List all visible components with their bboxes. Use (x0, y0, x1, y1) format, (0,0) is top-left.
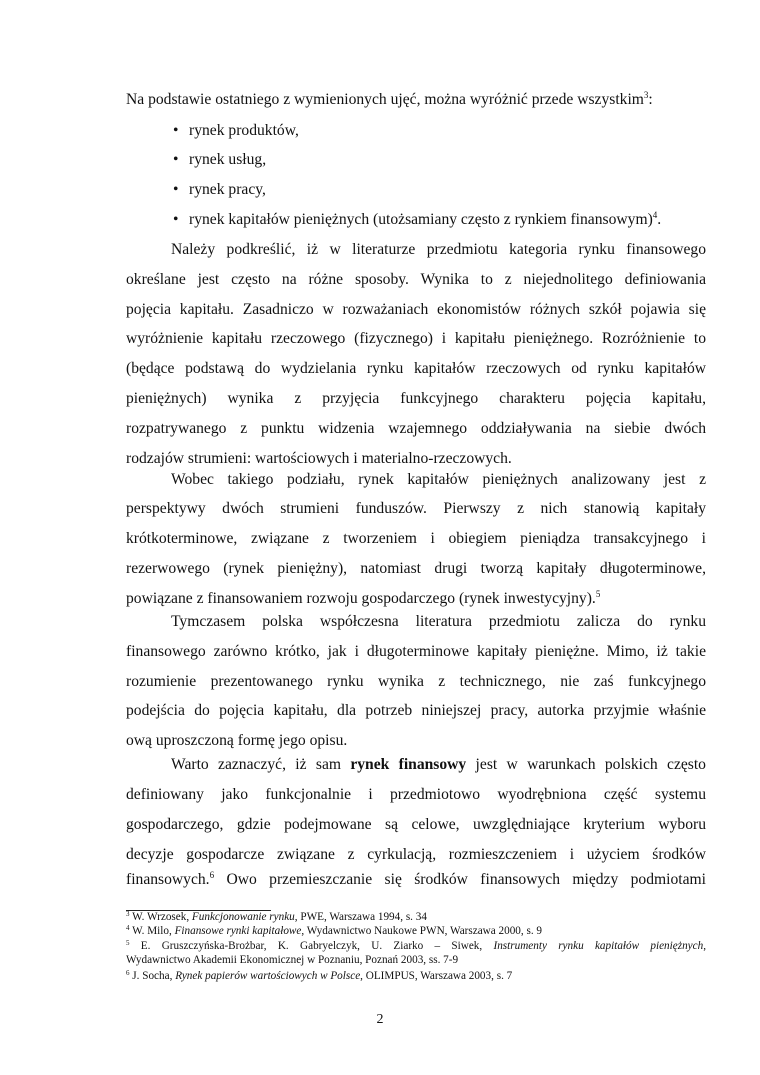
footnote-ref-5: 5 (595, 589, 601, 599)
paragraph-line: wyróżnienie kapitału rzeczowego (fizycznego) i kapitału pieniężnego. Rozróżnienie to (126, 330, 706, 347)
footnote: $^5$ E. Gruszczyńska-Brożbar, K. Gabryelczyk, U. Ziarko – Siwek, Instrumenty rynku kapitałów pieniężnych, (126, 939, 706, 952)
list-item: • rynek produktów, (173, 122, 299, 139)
paragraph-line: pojęcia kapitału. Zasadniczo w rozważaniach ekonomistów różnych szkół pojawia się (126, 301, 706, 318)
paragraph-line: powiązane z finansowaniem rozwoju gospodarczego (rynek inwestycyjny).$^5$ (126, 589, 601, 607)
paragraph-line: rezerwowego (rynek pieniężny), natomiast drugi tworzą kapitały długoterminowe, (126, 560, 706, 577)
bullet-icon: • (173, 181, 179, 198)
paragraph-line: gospodarczego, gdzie podejmowane są celowe, uwzględniające kryterium wyboru (126, 816, 706, 833)
page-number: 2 (376, 1012, 384, 1027)
list-item: • rynek pracy, (173, 181, 266, 198)
paragraph-line: decyzje gospodarcze związane z cyrkulacją, rozmieszczeniem i użyciem środków (126, 846, 706, 863)
paragraph-line: finansowego zarówno krótko, jak i długoterminowe kapitały pieniężne. Mimo, iż takie (126, 643, 706, 660)
paragraph-line: Tymczasem polska współczesna literatura przedmiotu zalicza do rynku (171, 613, 706, 630)
bold-term: rynek finansowy (350, 756, 467, 773)
paragraph-line: (będące podstawą do wydzielania rynku kapitałów rzeczowych od rynku kapitałów (126, 360, 706, 377)
footnote: $^3$ W. Wrzosek, Funkcjonowanie rynku, PWE, Warszawa 1994, s. 34 (126, 910, 427, 923)
footnote-continuation: Wydawnictwo Akademii Ekonomicznej w Poznaniu, Poznań 2003, ss. 7-9 (126, 954, 459, 966)
list-item: • rynek usług, (173, 151, 267, 168)
footnote: $^4$ W. Milo, Finansowe rynki kapitałowe, Wydawnictwo Naukowe PWN, Warszawa 2000, s. 9 (126, 924, 543, 937)
bullet-icon: • (173, 211, 179, 228)
footnote-ref-3: 3 (643, 90, 649, 100)
bullet-icon: • (173, 122, 179, 139)
paragraph-line: definiowany jako funkcjonalnie i przedmiotowo wyodrębniona część systemu (126, 786, 706, 803)
paragraph-line: ową uproszczoną formę jego opisu. (126, 732, 348, 749)
paragraph-line: określane jest często na różne sposoby. Wynika to z niejednolitego definiowania (126, 271, 706, 288)
footnote-ref-6: 6 (209, 870, 215, 880)
paragraph-line: pieniężnych) wynika z przyjęcia funkcyjnego charakteru pojęcia kapitału, (126, 390, 706, 407)
bullet-icon: • (173, 151, 179, 168)
footnote-ref-4: 4 (652, 210, 658, 220)
paragraph-line: rodzajów strumieni: wartościowych i materialno-rzeczowych. (126, 450, 512, 467)
intro-line: Na podstawie ostatniego z wymienionych ujęć, można wyróżnić przede wszystkim$^3$: (126, 90, 653, 108)
paragraph-line: Warto zaznaczyć, iż sam rynek finansowy jest w warunkach polskich często (171, 756, 706, 773)
paragraph-line: rozpatrywanego z punktu widzenia wzajemnego oddziaływania na siebie dwóch (126, 420, 706, 437)
paragraph-line: perspektywy dwóch strumieni funduszów. Pierwszy z nich stanowią kapitały (126, 500, 706, 517)
footnote: $^6$ J. Socha, Rynek papierów wartościowych w Polsce, OLIMPUS, Warszawa 2003, s. 7 (126, 969, 513, 982)
paragraph-line: finansowych.$^6$ Owo przemieszczanie się środków finansowych między podmiotami (126, 870, 706, 888)
paragraph-line: Należy podkreślić, iż w literaturze przedmiotu kategoria rynku finansowego (171, 241, 706, 258)
paragraph-line: podejścia do pojęcia kapitału, dla potrzeb niniejszej pracy, autorka przyjmie właśnie (126, 702, 706, 719)
list-item: • rynek kapitałów pieniężnych (utożsamiany często z rynkiem finansowym)$^4$. (173, 210, 662, 228)
paragraph-line: rozumienie prezentowanego rynku wynika z technicznego, nie zaś funkcyjnego (126, 673, 706, 690)
paragraph-line: krótkoterminowe, związane z tworzeniem i obiegiem pieniądza transakcyjnego i (126, 530, 706, 547)
paragraph-line: Wobec takiego podziału, rynek kapitałów pieniężnych analizowany jest z (171, 471, 706, 488)
